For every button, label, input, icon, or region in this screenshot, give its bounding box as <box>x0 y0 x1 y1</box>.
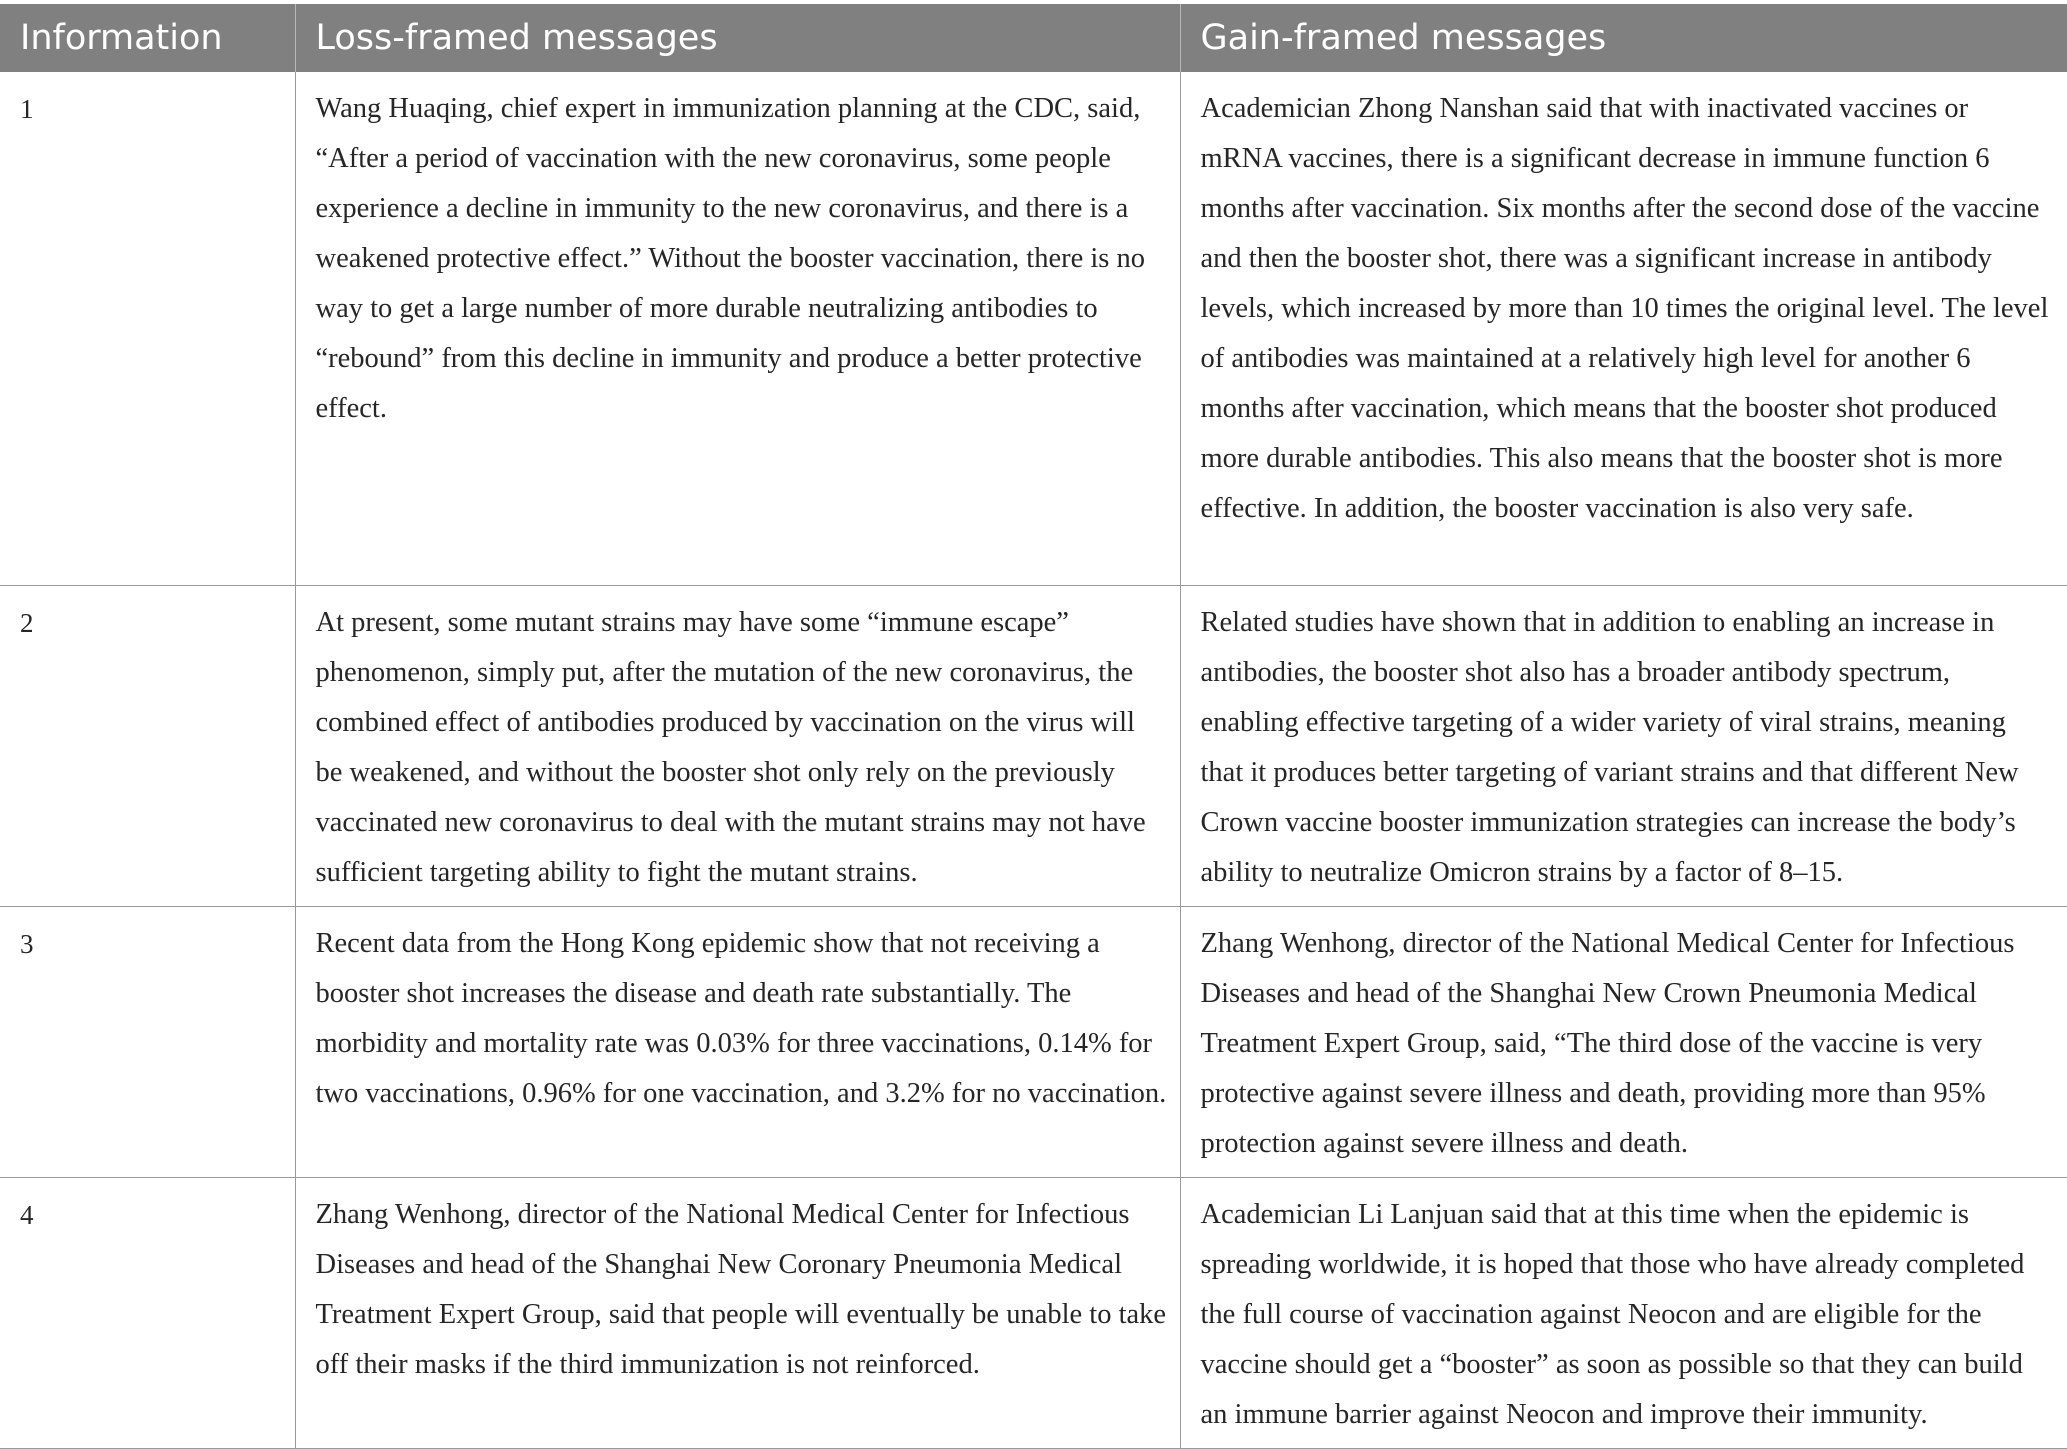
gain-message: Academician Li Lanjuan said that at this time when the epidemic is spreading worldwide, it is hoped that those who have already completed the full course of vaccination against Neocon and are eligible for the vaccine should get a “booster” as soon as possible so that they can build an immune barrier against Neocon and improve their immunity. <box>1180 1177 2067 1448</box>
loss-message: At present, some mutant strains may have some “immune escape” phenomenon, simply put, after the mutation of the new coronavirus, the combined effect of antibodies produced by vaccination on the virus will be weakened, and without the booster shot only rely on the previously vaccinated new coronavirus to deal with the mutant strains may not have sufficient targeting ability to fight the mutant strains. <box>295 585 1180 906</box>
gain-message: Academician Zhong Nanshan said that with inactivated vaccines or mRNA vaccines, there is a significant decrease in immune function 6 months after vaccination. Six months after the second dose of the vaccine and then the booster shot, there was a significant increase in antibody levels, which increased by more than 10 times the original level. The level of antibodies was maintained at a relatively high level for another 6 months after vaccination, which means that the booster shot produced more durable antibodies. This also means that the booster shot is more effective. In addition, the booster vaccination is also very safe. <box>1180 72 2067 585</box>
header-row <box>0 4 2067 72</box>
messages-table <box>0 4 2067 1449</box>
table-header <box>0 4 2067 72</box>
gain-message: Related studies have shown that in addition to enabling an increase in antibodies, the booster shot also has a broader antibody spectrum, enabling effective targeting of a wider variety of viral strains, meaning that it produces better targeting of variant strains and that different New Crown vaccine booster immunization strategies can increase the body’s ability to neutralize Omicron strains by a factor of 8–15. <box>1180 585 2067 906</box>
info-number: 3 <box>0 906 295 1177</box>
table-row <box>0 906 2067 1177</box>
header-loss-framed: Loss-framed messages <box>295 4 1180 72</box>
header-information: Information <box>0 4 295 72</box>
gain-message: Zhang Wenhong, director of the National Medical Center for Infectious Diseases and head of the Shanghai New Crown Pneumonia Medical Treatment Expert Group, said, “The third dose of the vaccine is very protective against severe illness and death, providing more than 95% protection against severe illness and death. <box>1180 906 2067 1177</box>
info-number: 4 <box>0 1177 295 1448</box>
table-row <box>0 585 2067 906</box>
loss-message: Zhang Wenhong, director of the National Medical Center for Infectious Diseases and head of the Shanghai New Coronary Pneumonia Medical Treatment Expert Group, said that people will eventually be unable to take off their masks if the third immunization is not reinforced. <box>295 1177 1180 1448</box>
loss-message: Wang Huaqing, chief expert in immunization planning at the CDC, said, “After a period of vaccination with the new coronavirus, some people experience a decline in immunity to the new coronavirus, and there is a weakened protective effect.” Without the booster vaccination, there is no way to get a large number of more durable neutralizing antibodies to “rebound” from this decline in immunity and produce a better protective effect. <box>295 72 1180 585</box>
info-number: 1 <box>0 72 295 585</box>
table-row <box>0 72 2067 585</box>
table-body <box>0 72 2067 1448</box>
loss-message: Recent data from the Hong Kong epidemic show that not receiving a booster shot increases the disease and death rate substantially. The morbidity and mortality rate was 0.03% for three vaccinations, 0.14% for two vaccinations, 0.96% for one vaccination, and 3.2% for no vaccination. <box>295 906 1180 1177</box>
info-number: 2 <box>0 585 295 906</box>
header-gain-framed: Gain-framed messages <box>1180 4 2067 72</box>
table-row <box>0 1177 2067 1448</box>
